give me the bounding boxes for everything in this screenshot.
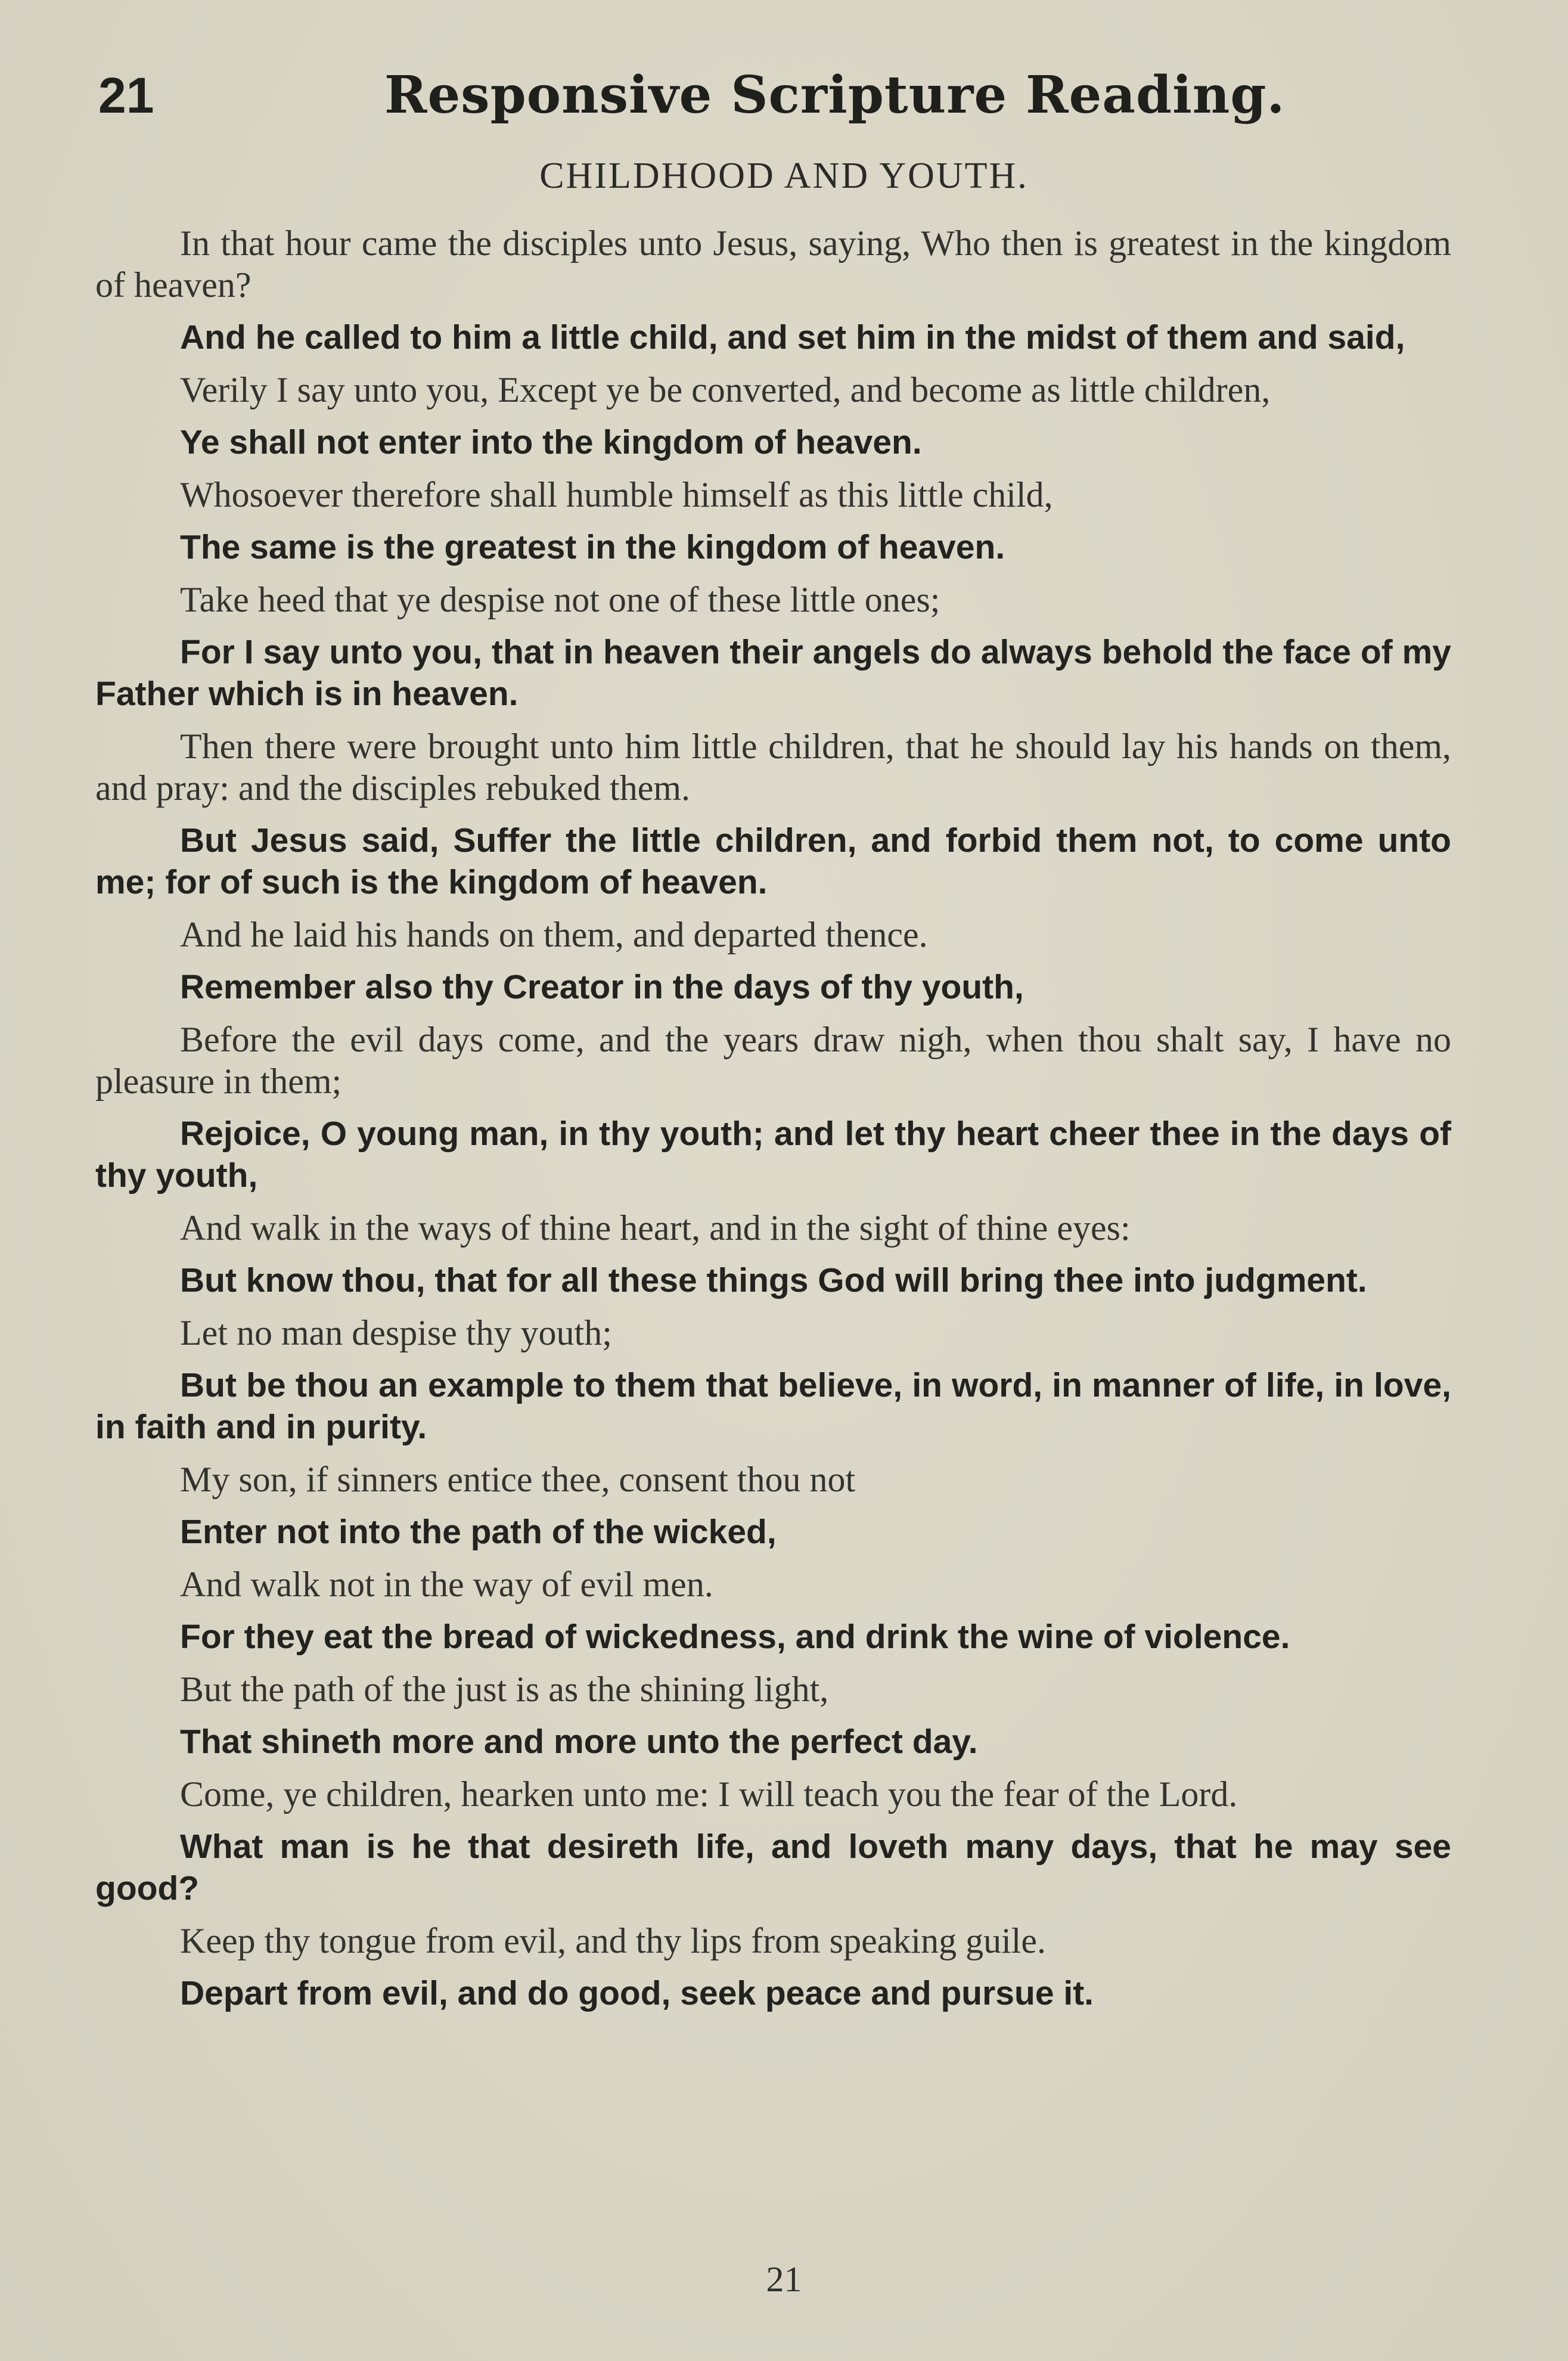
- response-verse: For they eat the bread of wickedness, and drink the wine of violence.: [180, 1618, 1290, 1656]
- response-verse: But be thou an example to them that believe, in word, in manner of life, in love, in faith and in purity.: [95, 1366, 1451, 1446]
- leader-verse: And walk in the ways of thine heart, and in the sight of thine eyes:: [180, 1208, 1131, 1248]
- response-verse: Ye shall not enter into the kingdom of heaven.: [180, 423, 922, 461]
- response-verse: What man is he that desireth life, and loveth many days, that he may see good?: [95, 1828, 1451, 1907]
- leader-verse: Verily I say unto you, Except ye be converted, and become as little children,: [180, 370, 1271, 409]
- leader-verse: Keep thy tongue from evil, and thy lips from speaking guile.: [180, 1921, 1047, 1960]
- leader-verse: Come, ye children, hearken unto me: I will teach you the fear of the Lord.: [180, 1774, 1238, 1814]
- leader-verse: Whosoever therefore shall humble himself as this little child,: [180, 475, 1053, 514]
- leader-verse: In that hour came the disciples unto Jesus, saying, Who then is greatest in the kingdom of heaven?: [95, 224, 1451, 305]
- leader-verse: Take heed that ye despise not one of these little ones;: [180, 580, 940, 619]
- leader-verse: Let no man despise thy youth;: [180, 1313, 612, 1352]
- leader-verse: Then there were brought unto him little children, that he should lay his hands on them, and pray: and the disciples rebuked them.: [95, 727, 1451, 808]
- leader-verse: And he laid his hands on them, and departed thence.: [180, 915, 928, 954]
- response-verse: Remember also thy Creator in the days of thy youth,: [180, 968, 1024, 1006]
- response-verse: Enter not into the path of the wicked,: [180, 1513, 777, 1551]
- response-verse: But know thou, that for all these things God will bring thee into judgment.: [180, 1261, 1367, 1299]
- response-verse: For I say unto you, that in heaven their angels do always behold the face of my Father which is in heaven.: [95, 633, 1451, 713]
- response-verse: But Jesus said, Suffer the little children, and forbid them not, to come unto me; for of such is the kingdom of heaven.: [95, 821, 1451, 901]
- leader-verse: But the path of the just is as the shining light,: [180, 1670, 829, 1709]
- leader-verse: And walk not in the way of evil men.: [180, 1565, 713, 1604]
- response-verse: Depart from evil, and do good, seek peace and pursue it.: [180, 1974, 1094, 2012]
- responsive-reading: [95, 222, 1451, 2025]
- section-heading: CHILDHOOD AND YOUTH.: [539, 156, 1029, 196]
- footer-page-number: 21: [766, 2260, 802, 2299]
- response-verse: The same is the greatest in the kingdom of heaven.: [180, 528, 1005, 566]
- response-verse: And he called to him a little child, and set him in the midst of them and said,: [180, 318, 1405, 356]
- leader-verse: Before the evil days come, and the years draw nigh, when thou shalt say, I have no pleasure in them;: [95, 1020, 1451, 1101]
- header-page-number: 21: [98, 67, 154, 123]
- response-verse: Rejoice, O young man, in thy youth; and let thy heart cheer thee in the days of thy youth,: [95, 1115, 1451, 1195]
- page-header: [98, 63, 1469, 128]
- response-verse: That shineth more and more unto the perfect day.: [180, 1723, 978, 1761]
- leader-verse: My son, if sinners entice thee, consent thou not: [180, 1460, 856, 1499]
- page-title: Responsive Scripture Reading.: [384, 65, 1286, 125]
